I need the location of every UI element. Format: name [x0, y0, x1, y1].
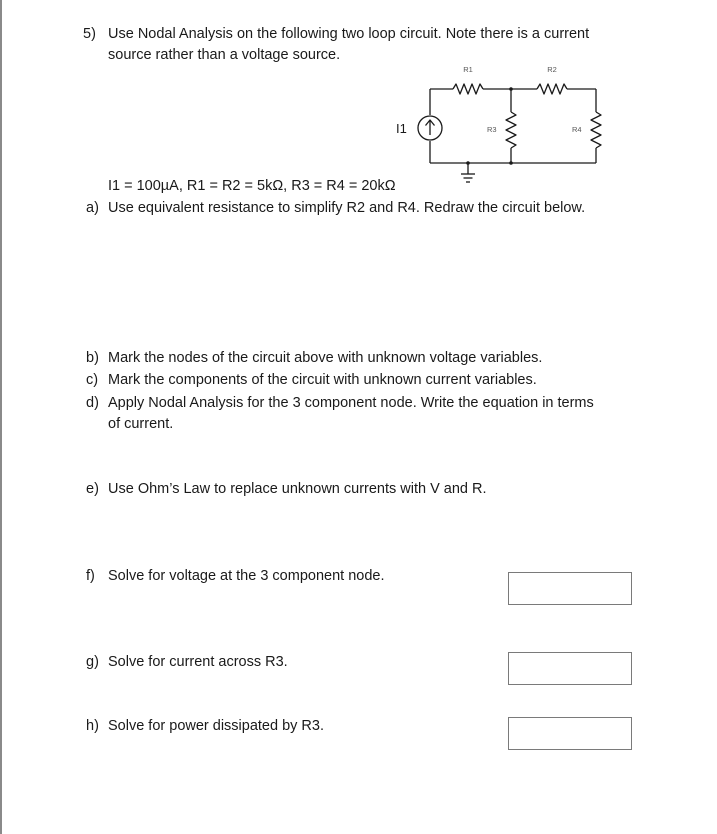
answer-box-h[interactable]	[508, 717, 632, 750]
question-text-line1: Use Nodal Analysis on the following two loop circuit. Note there is a current	[108, 26, 590, 42]
given-values: I1 = 100µA, R1 = R2 = 5kΩ, R3 = R4 = 20kΩ	[108, 178, 396, 194]
part-a-text: Use equivalent resistance to simplify R2 and R4. Redraw the circuit below.	[108, 200, 586, 216]
resistor-r2-symbol	[537, 84, 567, 94]
source-label-i1: I1	[396, 121, 407, 136]
answer-box-g[interactable]	[508, 652, 632, 685]
part-g-text: Solve for current across R3.	[108, 654, 288, 670]
r2-label: R2	[547, 65, 557, 74]
r4-label: R4	[572, 125, 582, 134]
resistor-r1-symbol	[453, 84, 483, 94]
part-c-letter: c)	[86, 372, 99, 388]
part-e-text: Use Ohm’s Law to replace unknown currents with V and R.	[108, 481, 487, 497]
question-number: 5)	[83, 26, 96, 42]
resistor-r4-symbol	[591, 112, 601, 148]
part-b-letter: b)	[86, 350, 99, 366]
part-h-letter: h)	[86, 718, 99, 734]
part-h-text: Solve for power dissipated by R3.	[108, 718, 324, 734]
r3-label: R3	[487, 125, 497, 134]
answer-box-f[interactable]	[508, 572, 632, 605]
r1-label: R1	[463, 65, 473, 74]
resistor-r3-symbol	[506, 112, 516, 148]
part-d-text-line2: of current.	[108, 416, 174, 432]
circuit-diagram	[380, 60, 620, 190]
part-e-letter: e)	[86, 481, 99, 497]
part-g-letter: g)	[86, 654, 99, 670]
part-a-letter: a)	[86, 200, 99, 216]
part-f-text: Solve for voltage at the 3 component node.	[108, 568, 385, 584]
part-d-text-line1: Apply Nodal Analysis for the 3 component node. Write the equation in terms	[108, 395, 594, 411]
part-d-letter: d)	[86, 395, 99, 411]
part-c-text: Mark the components of the circuit with unknown current variables.	[108, 372, 537, 388]
part-b-text: Mark the nodes of the circuit above with unknown voltage variables.	[108, 350, 543, 366]
question-text-line2: source rather than a voltage source.	[108, 47, 341, 63]
page-left-border	[0, 0, 2, 834]
part-f-letter: f)	[86, 568, 95, 584]
